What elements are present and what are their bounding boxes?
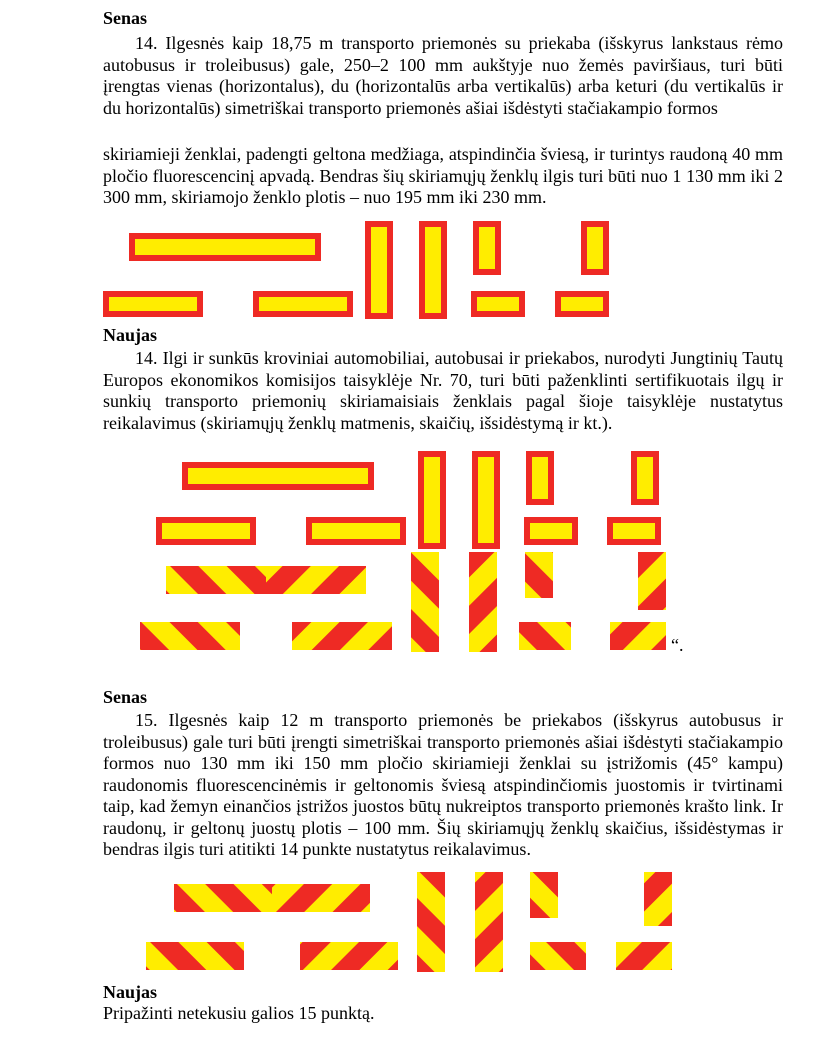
section-label-naujas-15: Naujas [103,982,158,1002]
striped-plate-vertical [644,872,672,926]
striped-plate-horizontal-small [616,942,672,970]
striped-plate-vertical [417,872,445,972]
striped-plate-vertical [530,872,558,918]
paragraph-text: 15. Ilgesnės kaip 12 m transporto priemonės be priekabos (išskyrus autobusus ir troleibusus) gale turi būti įrengti simetriškai transporto priemonės ašiai išdėstyti stačiakampio formos nuo 130 mm iki 150 mm pločio skiriamieji ženklai su įstrižomis (45° kampu) raudonomis fluorescencinėmis ir geltonomis šviesą atspindinčiomis juostomis ir tvirtinami taip, kad žemyn einančios įstrižos juostos būtų nukreiptos transporto priemonės krašto link. Ir raudonų, ir geltonų juostų plotis – 100 mm. Šių skiriamųjų ženklų skaičius, išsidėstymas ir bendras ilgis turi atitikti 14 punkte nustatytus reikalavimus. [103,710,783,859]
paragraph-naujas-15: Pripažinti netekusiu galios 15 punktą. [103,1003,375,1023]
striped-plate-horizontal-small [530,942,586,970]
section-label-senas-14: Senas [103,8,148,28]
striped-plate-horizontal [300,942,398,970]
section-label-senas-15: Senas [103,687,148,707]
paragraph-text: 14. Ilgi ir sunkūs kroviniai automobiliai, autobusai ir priekabos, nurodyti Jungtinių Tautų Europos ekonomikos komisijos taisyklėje Nr. 70, turi būti paženklinti sertifikuotais ilgų ir sunkių transporto priemonių skiriamaisiais ženklais pagal šioje taisyklėje nustatytus reikalavimus (skiriamųjų ženklų matmenis, skaičių, išsidėstymą ir kt.). [103,348,783,433]
closing-quote: “. [671,635,684,655]
striped-plate-horizontal [146,942,244,970]
paragraph-text: skiriamieji ženklai, padengti geltona medžiaga, atspindinčia šviesą, ir turintys raudoną 40 mm pločio fluorescencinį apvadą. Bendras šių skiriamųjų ženklų ilgis turi būti nuo 1 130 mm iki 2 300 mm, skiriamojo ženklo plotis – nuo 195 mm iki 230 mm. [103,144,783,207]
paragraph-text: 14. Ilgesnės kaip 18,75 m transporto priemonės su priekaba (išskyrus lankstaus rėmo autobusus ir troleibusus) gale, 250–2 100 mm aukštyje nuo žemės paviršiaus, turi būti įrengtas vienas (horizontalus), du (horizontalūs arba vertikalūs) arba keturi (du vertikalūs ir du horizontalūs) simetriškai transporto priemonės ašiai išdėstyti stačiakampio formos [103,33,783,118]
section-label-naujas-14: Naujas [103,325,158,345]
striped-plate-horizontal-right [272,884,370,912]
striped-plate-vertical [475,872,503,972]
striped-plate-horizontal-left [174,884,272,912]
